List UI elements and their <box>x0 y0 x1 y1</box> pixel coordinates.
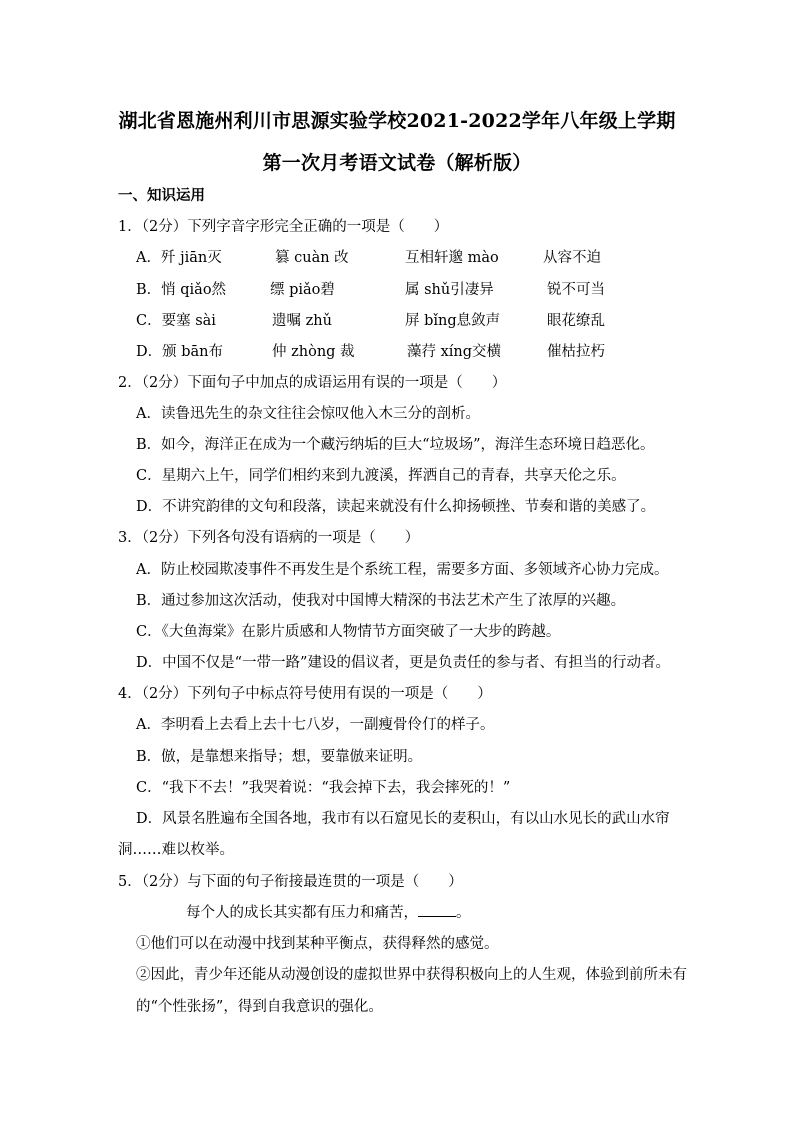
q1-c-col3: 屏 bǐng息敛声 <box>405 313 501 329</box>
q5-item-2-continued: 的“个性张扬”，得到自我意识的强化。 <box>136 999 383 1015</box>
answer-blank[interactable] <box>418 904 456 917</box>
q1-c-col2: 遗嘱 zhǔ <box>272 313 332 329</box>
q5-item-2: ②因此，青少年还能从动漫创设的虚拟世界中获得积极向上的人生观，体验到前所未有 <box>136 967 687 983</box>
q5-lead-text: 每个人的成长其实都有压力和痛苦， <box>186 905 418 921</box>
exam-title-line1: 湖北省恩施州利川市思源实验学校2021-2022学年八年级上学期 <box>118 110 676 132</box>
q1-a-col2: 篡 cuàn 改 <box>275 250 349 266</box>
q3-option-b: B．通过参加这次活动，使我对中国博大精深的书法艺术产生了浓厚的兴趣。 <box>136 593 626 609</box>
question-1-stem: 1．（2分）下列字音字形完全正确的一项是（ ） <box>118 219 449 235</box>
q3-option-c: C．《大鱼海棠》在影片质感和人物情节方面突破了一大步的跨越。 <box>136 624 561 640</box>
question-4-stem: 4．（2分）下列句子中标点符号使用有误的一项是（ ） <box>118 686 492 702</box>
q1-b-col3: 属 shǔ引凄异 <box>405 282 494 298</box>
q2-option-c: C．星期六上午，同学们相约来到九渡溪，挥洒自己的青春，共享天伦之乐。 <box>136 468 626 484</box>
q1-d-col1: D．颁 bān布 <box>136 344 223 360</box>
q1-d-col3: 藻荇 xíng交横 <box>407 344 502 360</box>
q1-b-col4: 锐不可当 <box>547 282 605 298</box>
q1-b-col1: B．悄 qiǎo然 <box>136 282 227 298</box>
q2-option-a: A．读鲁迅先生的杂文往往会惊叹他入木三分的剖析。 <box>136 406 480 422</box>
q5-item-1: ①他们可以在动漫中找到某种平衡点，获得释然的感觉。 <box>136 936 499 952</box>
q1-a-col4: 从容不迫 <box>543 250 601 266</box>
q1-b-col2: 缥 piǎo碧 <box>270 282 335 298</box>
q4-option-a: A．李明看上去看上去十七八岁，一副瘦骨伶仃的样子。 <box>136 717 495 733</box>
q1-c-col1: C．要塞 sài <box>136 313 216 329</box>
q2-option-b: B．如今，海洋正在成为一个藏污纳垢的巨大“垃圾场”，海洋生态环境日趋恶化。 <box>136 437 655 453</box>
q1-a-col1: A．歼 jiān灭 <box>136 250 222 266</box>
question-2-stem: 2．（2分）下面句子中加点的成语运用有误的一项是（ ） <box>118 375 507 391</box>
q5-lead-end: 。 <box>456 905 471 921</box>
q3-option-a: A．防止校园欺凌事件不再发生是个系统工程，需要多方面、多领域齐心协力完成。 <box>136 562 669 578</box>
q4-option-d-continued: 洞……难以枚举。 <box>118 842 234 858</box>
q1-c-col4: 眼花缭乱 <box>547 313 605 329</box>
q2-option-d: D．不讲究韵律的文句和段落，读起来就没有什么抑扬顿挫、节奏和谐的美感了。 <box>136 499 656 515</box>
q1-a-col3: 互相轩邈 mào <box>405 250 499 266</box>
q4-option-b: B．倣，是靠想来指导；想，要靠倣来证明。 <box>136 749 423 765</box>
q1-d-col2: 仲 zhòng 裁 <box>272 344 355 360</box>
exam-title-line2: 第一次月考语文试卷（解析版） <box>262 152 532 174</box>
question-5-stem: 5．（2分）与下面的句子衔接最连贯的一项是（ ） <box>118 874 463 890</box>
q3-option-d: D．中国不仅是“一带一路”建设的倡议者，更是负责任的参与者、有担当的行动者。 <box>136 655 670 671</box>
q4-option-d: D．风景名胜遍布全国各地，我市有以石窟见长的麦积山，有以山水见长的武山水帘 <box>136 811 670 827</box>
question-3-stem: 3．（2分）下列各句没有语病的一项是（ ） <box>118 530 420 546</box>
q1-d-col4: 催枯拉朽 <box>547 344 605 360</box>
q4-option-c: C．“我下不去！”我哭着说：“我会掉下去，我会摔死的！” <box>136 780 511 796</box>
section-heading: 一、知识运用 <box>118 187 205 204</box>
q5-lead-sentence <box>186 904 471 922</box>
